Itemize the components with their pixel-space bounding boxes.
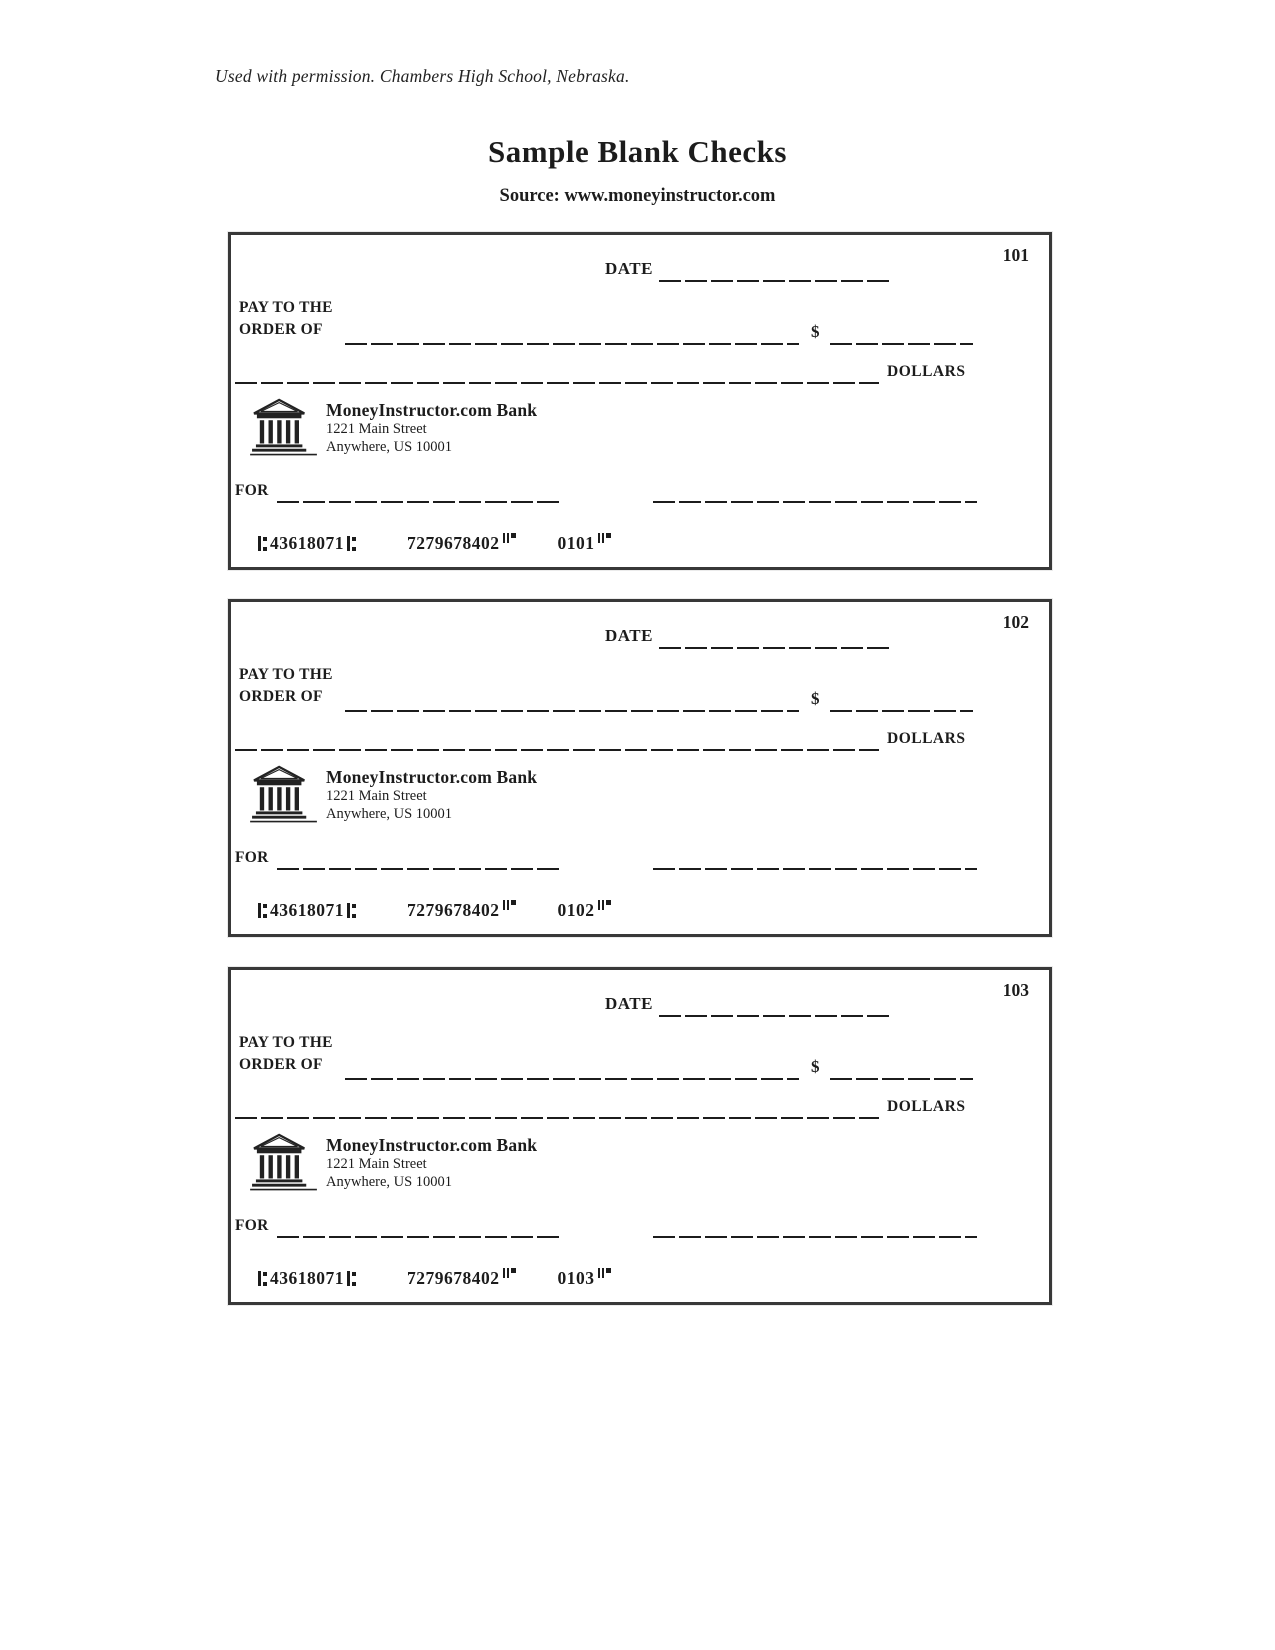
memo-line [277, 868, 561, 870]
bank-block [249, 397, 537, 457]
dollars-label: DOLLARS [887, 730, 966, 747]
dollar-sign: $ [811, 689, 820, 708]
micr-line [255, 1268, 611, 1289]
bank-block [249, 764, 537, 824]
page-title: Sample Blank Checks [488, 134, 787, 169]
micr-check-serial: 0103 [557, 1268, 595, 1288]
date-line [659, 280, 891, 282]
micr-routing-group [255, 900, 359, 921]
payee-line [345, 1078, 799, 1080]
for-label: FOR [235, 849, 269, 866]
bank-city: Anywhere, US 10001 [326, 439, 453, 455]
date-label: DATE [605, 626, 653, 645]
check-101 [228, 232, 1052, 570]
pay-to-the-label: PAY TO THE [239, 666, 333, 683]
micr-routing-group [255, 533, 359, 554]
micr-account-group [407, 1268, 516, 1289]
pay-to-the-order-of-label [239, 1032, 333, 1076]
micr-routing-number: 43618071 [270, 533, 344, 553]
order-of-label: ORDER OF [239, 321, 323, 338]
micr-transit-symbol-icon [347, 536, 356, 552]
dollar-sign: $ [811, 322, 820, 341]
dollar-sign: $ [811, 1057, 820, 1076]
bank-name: MoneyInstructor.com Bank [326, 1135, 538, 1155]
amount-line [830, 710, 973, 712]
micr-check-serial: 0102 [557, 900, 595, 920]
date-label: DATE [605, 259, 653, 278]
micr-account-number: 7279678402 [407, 533, 500, 553]
memo-line [277, 501, 561, 503]
micr-account-group [407, 900, 516, 921]
bank-city: Anywhere, US 10001 [326, 806, 453, 822]
micr-transit-symbol-icon [258, 1271, 267, 1287]
micr-account-group [407, 533, 516, 554]
bank-street: 1221 Main Street [326, 421, 427, 437]
payee-line [345, 710, 799, 712]
bank-block [249, 1132, 537, 1192]
micr-on-us-symbol-icon [503, 1268, 516, 1280]
micr-on-us-symbol-icon [503, 533, 516, 545]
bank-address-block [326, 767, 537, 823]
bank-address-block [326, 1135, 537, 1191]
bank-street: 1221 Main Street [326, 788, 427, 804]
check-number: 103 [1002, 980, 1029, 1000]
micr-transit-symbol-icon [258, 903, 267, 919]
micr-account-number: 7279678402 [407, 900, 500, 920]
bank-building-icon [249, 764, 319, 824]
pay-to-the-label: PAY TO THE [239, 1034, 333, 1051]
pay-to-the-order-of-label [239, 297, 333, 341]
date-line [659, 647, 891, 649]
date-label: DATE [605, 994, 653, 1013]
micr-routing-number: 43618071 [270, 900, 344, 920]
pay-to-the-order-of-label [239, 664, 333, 708]
micr-account-number: 7279678402 [407, 1268, 500, 1288]
date-line [659, 1015, 891, 1017]
check-number: 101 [1002, 245, 1029, 265]
order-of-label: ORDER OF [239, 688, 323, 705]
micr-line [255, 533, 611, 554]
amount-words-line [235, 1117, 879, 1119]
micr-serial-group [558, 900, 611, 921]
dollars-label: DOLLARS [887, 1098, 966, 1115]
amount-line [830, 343, 973, 345]
check-number: 102 [1002, 612, 1029, 632]
signature-line [653, 868, 977, 870]
check-103 [228, 967, 1052, 1305]
micr-on-us-symbol-icon [598, 533, 611, 545]
order-of-label: ORDER OF [239, 1056, 323, 1073]
payee-line [345, 343, 799, 345]
micr-transit-symbol-icon [347, 1271, 356, 1287]
amount-words-line [235, 749, 879, 751]
micr-on-us-symbol-icon [598, 1268, 611, 1280]
bank-address-block [326, 400, 537, 456]
amount-words-line [235, 382, 879, 384]
micr-line [255, 900, 611, 921]
pay-to-the-label: PAY TO THE [239, 299, 333, 316]
micr-routing-group [255, 1268, 359, 1289]
micr-routing-number: 43618071 [270, 1268, 344, 1288]
micr-serial-group [558, 1268, 611, 1289]
check-102 [228, 599, 1052, 937]
micr-serial-group [558, 533, 611, 554]
amount-line [830, 1078, 973, 1080]
signature-line [653, 1236, 977, 1238]
bank-building-icon [249, 397, 319, 457]
dollars-label: DOLLARS [887, 363, 966, 380]
for-label: FOR [235, 482, 269, 499]
bank-street: 1221 Main Street [326, 1156, 427, 1172]
for-label: FOR [235, 1217, 269, 1234]
micr-transit-symbol-icon [258, 536, 267, 552]
source-line: Source: www.moneyinstructor.com [499, 186, 776, 206]
bank-name: MoneyInstructor.com Bank [326, 400, 538, 420]
signature-line [653, 501, 977, 503]
bank-building-icon [249, 1132, 319, 1192]
bank-name: MoneyInstructor.com Bank [326, 767, 538, 787]
memo-line [277, 1236, 561, 1238]
micr-on-us-symbol-icon [503, 900, 516, 912]
micr-transit-symbol-icon [347, 903, 356, 919]
micr-on-us-symbol-icon [598, 900, 611, 912]
bank-city: Anywhere, US 10001 [326, 1174, 453, 1190]
micr-check-serial: 0101 [557, 533, 595, 553]
permission-note: Used with permission. Chambers High School, Nebraska. [215, 66, 630, 86]
